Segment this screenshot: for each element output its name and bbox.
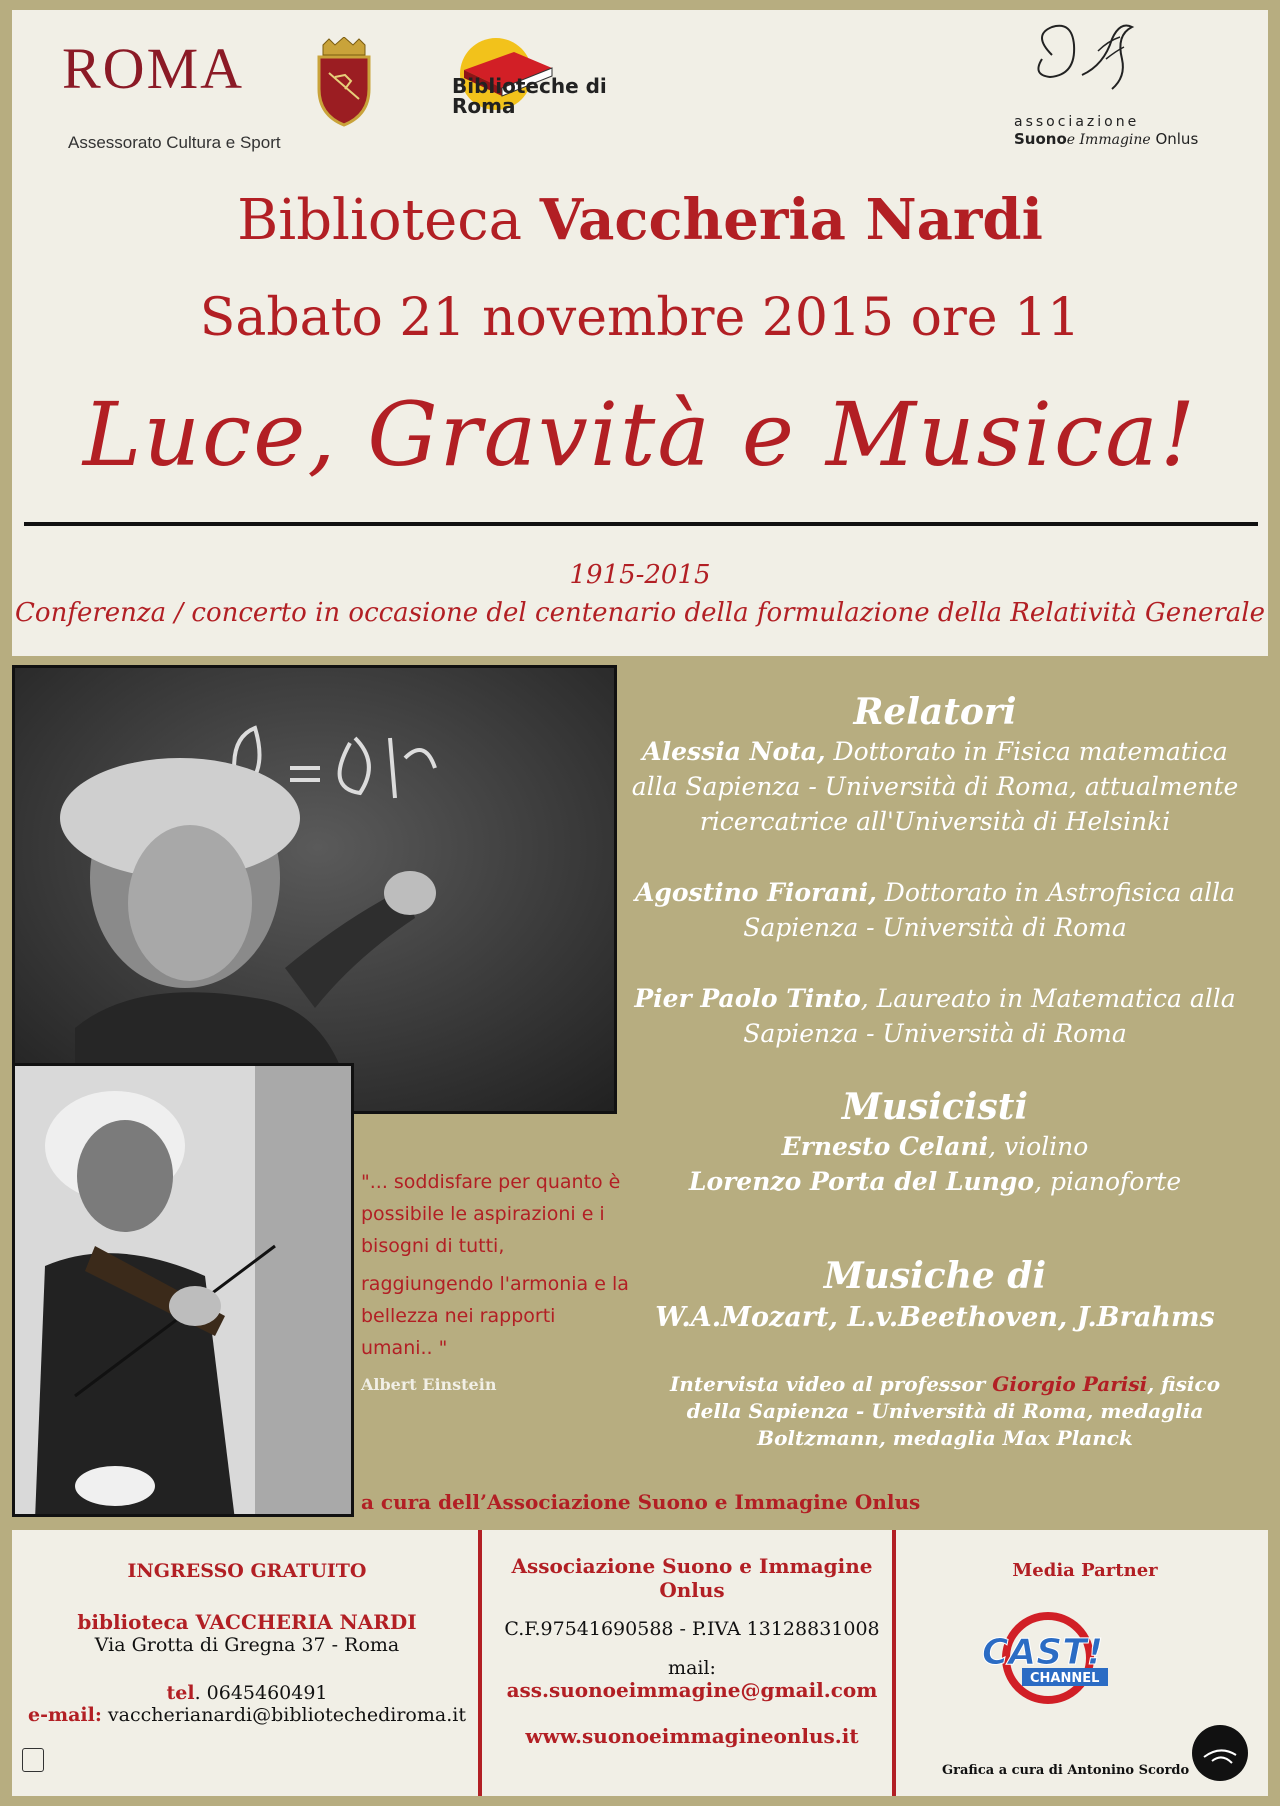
footer-email (12, 1704, 482, 1726)
footer-assoc-info (486, 1554, 898, 1748)
curated-by: a cura dell’Associazione Suono e Immagine Onlus (361, 1490, 921, 1514)
tel-number[interactable]: . 0645460491 (194, 1682, 328, 1704)
footer-address: Via Grotta di Gregna 37 - Roma (94, 1634, 400, 1656)
relatore-desc: Dottorato in Astrofisica alla Sapienza - Università di Roma (743, 878, 1236, 942)
header-panel (12, 10, 1268, 656)
media-partner-label: Media Partner (1012, 1560, 1158, 1581)
relatore-name: Agostino Fiorani, (634, 878, 877, 907)
interview-name: Giorgio Parisi (992, 1372, 1148, 1396)
assoc-name-italic: e Immagine (1066, 132, 1151, 148)
interview-post: , fisico della Sapienza - Università di Roma, medaglia Boltzmann, medaglia Max Planck (686, 1372, 1221, 1450)
footer-panel (12, 1530, 1268, 1796)
assoc-label-name (1014, 130, 1198, 148)
event-subtitle: Conferenza / concerto in occasione del centenario della formulazione della Relatività Generale (15, 598, 1265, 628)
musiche-section (630, 1254, 1240, 1338)
recycle-bin-icon (22, 1748, 44, 1772)
relatori-heading: Relatori (853, 691, 1017, 733)
interview-note (660, 1371, 1230, 1452)
assoc-name-bold: Suono (1014, 130, 1067, 148)
relatore-1 (630, 734, 1240, 839)
musicisti-section (630, 1085, 1240, 1199)
musicista-2 (630, 1164, 1240, 1199)
einstein-quote (361, 1166, 631, 1364)
quote-author: Albert Einstein (361, 1375, 497, 1394)
venue-prefix: Biblioteca (237, 188, 540, 253)
quote-line-2: raggiungendo l'armonia e la bellezza nei rapporti umani.. " (361, 1273, 629, 1359)
musicista-role: , violino (988, 1132, 1089, 1161)
email-label: e-mail: (28, 1704, 102, 1726)
event-title: Luce, Gravità e Musica! (82, 383, 1198, 486)
assoc-tax-codes: C.F.97541690588 - P.IVA 13128831008 (504, 1618, 880, 1640)
musicista-name: Ernesto Celani (781, 1132, 989, 1161)
email-address[interactable]: vaccherianardi@bibliotechediroma.it (101, 1704, 466, 1726)
roma-wordmark: ROMA (62, 36, 245, 101)
assoc-email-link[interactable]: ass.suonoeimmagine@gmail.com (506, 1678, 878, 1702)
roma-subtitle: Assessorato Cultura e Sport (68, 133, 281, 152)
event-date: Sabato 21 novembre 2015 ore 11 (199, 288, 1081, 348)
ingresso-label: INGRESSO GRATUITO (127, 1560, 367, 1582)
composers-list: W.A.Mozart, L.v.Beethoven, J.Brahms (655, 1302, 1215, 1333)
assoc-name-tail: Onlus (1150, 130, 1199, 148)
musicisti-heading: Musicisti (841, 1086, 1029, 1128)
biblioteche-wordmark: Biblioteche di Roma (452, 74, 607, 118)
tel-label: tel (166, 1682, 195, 1704)
footer-venue-info (12, 1560, 482, 1726)
relatore-3 (630, 981, 1240, 1051)
graphic-credit: Grafica a cura di Antonino Scordo (942, 1763, 1190, 1778)
musicista-1 (630, 1129, 1240, 1164)
assoc-heading: Associazione Suono e Immagine Onlus (511, 1554, 873, 1602)
mail-label: mail: (668, 1657, 716, 1679)
spqr-shield-icon (315, 37, 373, 127)
relatore-2 (630, 875, 1240, 945)
relatore-desc: Dottorato in Fisica matematica alla Sapienza - Università di Roma, attualmente ricercatrice all'Università di Helsinki (631, 737, 1239, 836)
footer-media-partner (902, 1560, 1268, 1686)
interview-text (660, 1371, 1230, 1452)
assoc-website-link[interactable]: www.suonoeimmagineonlus.it (525, 1724, 859, 1748)
divider-rule (24, 522, 1258, 526)
einstein-blackboard-photo (12, 665, 617, 1114)
interview-pre: Intervista video al professor (669, 1372, 993, 1396)
relatore-name: Pier Paolo Tinto (634, 984, 861, 1013)
bird-logo-icon (1192, 1725, 1248, 1781)
musicista-role: , pianoforte (1034, 1167, 1182, 1196)
venue-title (12, 187, 1268, 253)
quote-line-1: "... soddisfare per quanto è possibile le aspirazioni e i bisogni di tutti, (361, 1171, 621, 1257)
assoc-label-small: associazione (1014, 114, 1140, 130)
venue-name: Vaccheria Nardi (539, 187, 1043, 253)
relatore-desc: , Laureato in Matematica alla Sapienza - Università di Roma (743, 984, 1236, 1048)
channel-word: CHANNEL (1030, 1671, 1100, 1686)
footer-bib-name: biblioteca VACCHERIA NARDI (77, 1610, 417, 1634)
event-years: 1915-2015 (569, 560, 711, 590)
cast-channel-logo-icon (962, 1608, 1142, 1708)
musicista-name: Lorenzo Porta del Lungo (688, 1167, 1035, 1196)
footer-tel (12, 1682, 482, 1704)
relatori-section (630, 690, 1240, 1051)
musiche-heading: Musiche di (823, 1255, 1047, 1297)
einstein-violin-photo (12, 1063, 354, 1517)
relatore-name: Alessia Nota, (642, 737, 826, 766)
cast-word: CAST! (982, 1632, 1104, 1673)
